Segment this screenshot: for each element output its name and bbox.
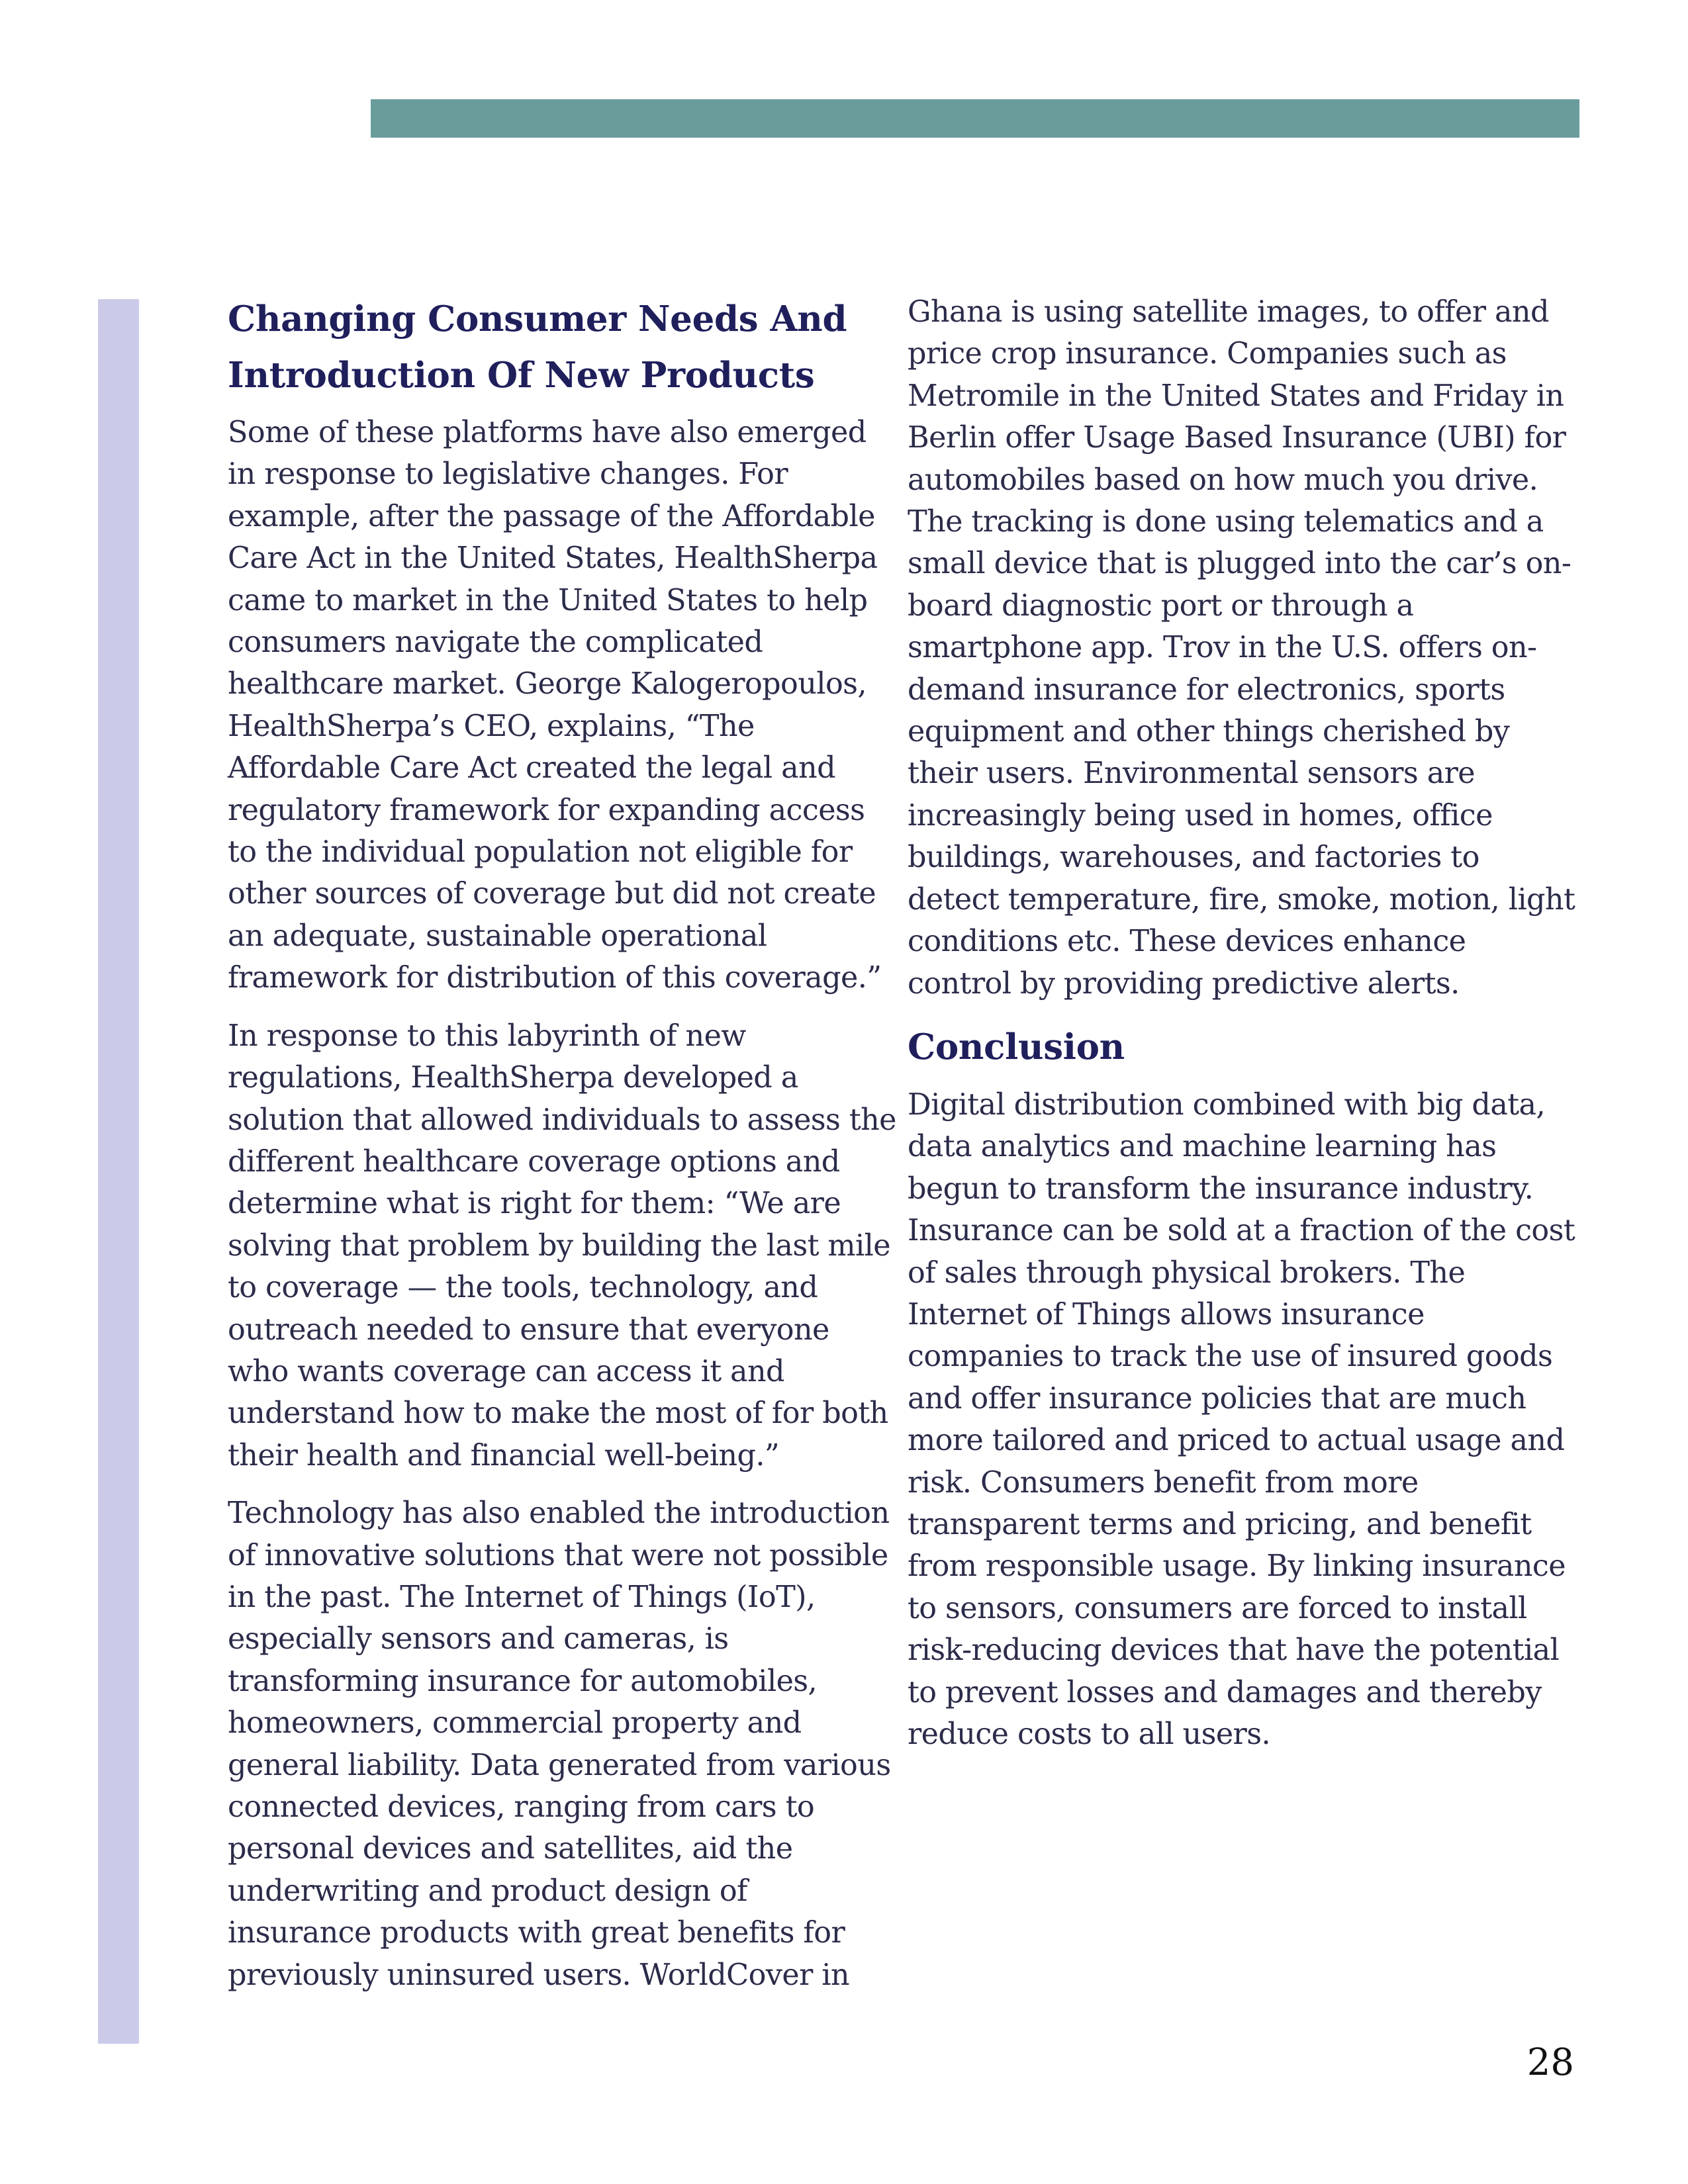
body-paragraph: Technology has also enabled the introduction of innovative solutions that were not possible in the past. The Internet of Things (IoT), especially sensors and cameras, is transforming insurance for automobiles, homeowners, commercial property and general liability. Data generated from various connected devices, ranging from cars to personal devices and satellites, aid the underwriting and product design of insurance products with great benefits for previously uninsured users. WorldCover in (228, 1496, 891, 1992)
section-heading: Changing Consumer Needs And Introduction Of New Products (228, 298, 847, 396)
body-paragraph: Ghana is using satellite images, to offer and price crop insurance. Companies such as Metromile in the United States and Friday in Berlin offer Usage Based Insurance (UBI) for automobiles based on how much you drive. The tracking is done using telematics and a small device that is plugged into the car’s on-board diagnostic port or through a smartphone app. Trov in the U.S. offers on-demand insurance for electronics, sports equipment and other things cherished by their users. Environmental sensors are increasingly being used in homes, office buildings, warehouses, and factories to detect temperature, fire, smoke, motion, light conditions etc. These devices enhance control by providing predictive alerts. (908, 295, 1575, 1001)
left-column (228, 291, 896, 2012)
body-paragraph: In response to this labyrinth of new regulations, HealthSherpa developed a solution that allowed individuals to assess the different healthcare coverage options and determine what is right for them: “We are solving that problem by building the last mile to coverage — the tools, technology, and outreach needed to ensure that everyone who wants coverage can access it and understand how to make the most of for both their health and financial well-being.” (228, 1019, 896, 1473)
header-accent-bar (371, 99, 1579, 138)
right-column (908, 291, 1577, 1771)
page-number: 28 (1526, 2041, 1574, 2084)
conclusion-paragraph: Digital distribution combined with big data, data analytics and machine learning has begun to transform the insurance industry. Insurance can be sold at a fraction of the cost of sales through physical brokers. The Internet of Things allows insurance companies to track the use of insured goods and offer insurance policies that are much more tailored and priced to actual usage and risk. Consumers benefit from more transparent terms and pricing, and benefit from responsible usage. By linking insurance to sensors, consumers are forced to install risk-reducing devices that have the potential to prevent losses and damages and thereby reduce costs to all users. (908, 1087, 1575, 1751)
conclusion-heading: Conclusion (908, 1026, 1125, 1068)
body-paragraph: Some of these platforms have also emerged in response to legislative changes. For example, after the passage of the Affordable Care Act in the United States, HealthSherpa came to market in the United States to help consumers navigate the complicated healthcare market. George Kalogeropoulos, HealthSherpa’s CEO, explains, “The Affordable Care Act created the legal and regulatory framework for expanding access to the individual population not eligible for other sources of coverage but did not create an adequate, sustainable operational framework for distribution of this coverage.” (228, 416, 882, 995)
sidebar-accent-bar (98, 299, 139, 2044)
